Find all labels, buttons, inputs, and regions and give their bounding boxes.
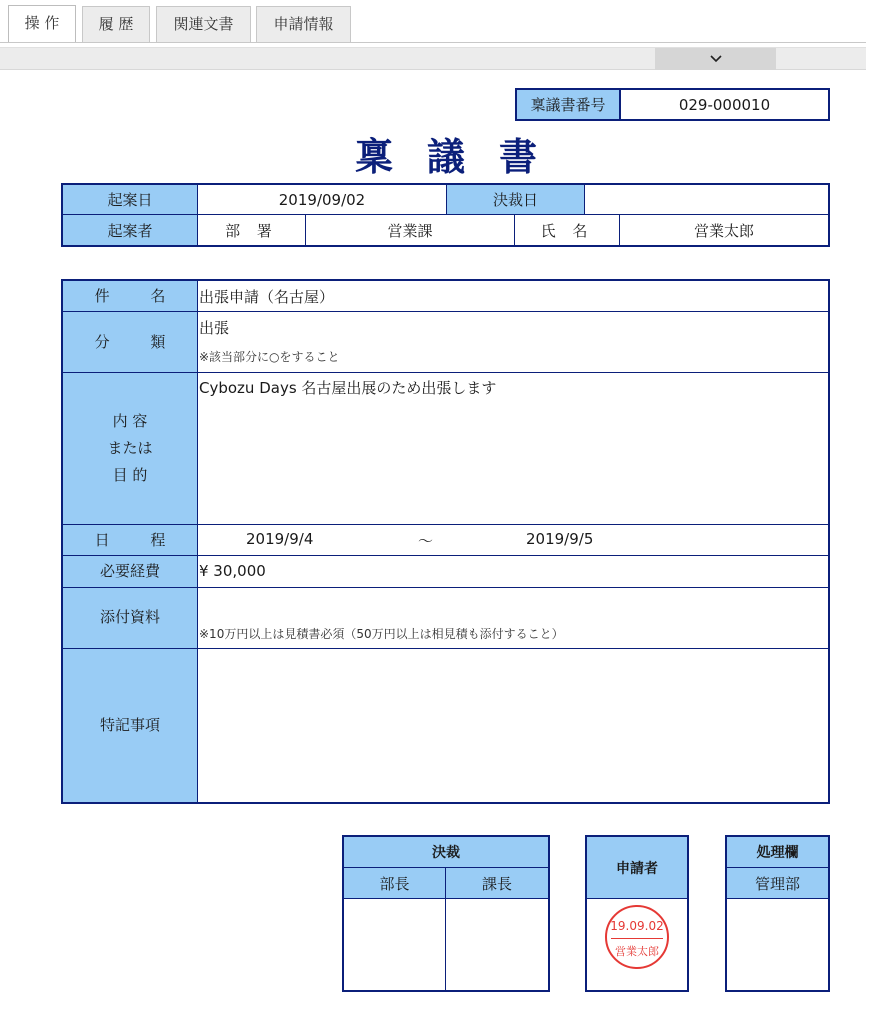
content-value: Cybozu Days 名古屋出展のため出張します [199, 379, 497, 397]
drafter-label: 起案者 [63, 215, 197, 245]
dept-value: 営業課 [387, 221, 433, 240]
subject-label: 件 名 [63, 281, 197, 311]
page-title: 稟議書 [354, 134, 571, 179]
tab-history[interactable]: 履 歴 [82, 6, 150, 42]
process-title: 処理欄 [727, 837, 828, 867]
stamp-date: 19.09.02 [610, 919, 664, 933]
approval-col-section-head: 課長 [446, 868, 548, 898]
chevron-down-icon [709, 54, 723, 64]
approval-stamp-slot-dept-head [344, 899, 445, 990]
subject-value: 出張申請（名古屋） [199, 288, 335, 306]
name-label: 氏 名 [540, 221, 594, 240]
name-value: 営業太郎 [693, 221, 754, 240]
decision-date-label: 決裁日 [447, 185, 584, 214]
applicant-seal-stamp [605, 905, 669, 969]
collapse-bar [0, 47, 866, 70]
attachments-label: 添付資料 [63, 588, 197, 648]
approval-title: 決裁 [344, 837, 548, 867]
schedule-to: 2019/9/5 [526, 530, 594, 548]
content-label: 内 容 または 目 的 [63, 373, 197, 524]
approval-col-dept-head: 部長 [344, 868, 445, 898]
applicant-title: 申請者 [587, 837, 687, 898]
cost-label: 必要経費 [63, 556, 197, 587]
doc-number-value: 029-000010 [678, 95, 771, 114]
category-value: 出張 [199, 319, 230, 337]
expand-toggle-button[interactable] [655, 48, 776, 70]
tab-operation[interactable]: 操 作 [8, 5, 76, 43]
category-note: ※該当部分に○をすること [199, 350, 340, 364]
schedule-separator: ～ [418, 532, 434, 550]
schedule-label: 日 程 [63, 525, 197, 555]
tab-application-info[interactable]: 申請情報 [256, 6, 351, 42]
tab-bar [0, 0, 866, 42]
tab-divider [0, 42, 866, 43]
dept-label: 部 署 [225, 221, 278, 240]
attachments-note: ※10万円以上は見積書必須（50万円以上は相見積も添付すること） [199, 627, 564, 641]
tab-related-docs[interactable]: 関連文書 [156, 6, 251, 42]
category-label: 分 類 [63, 312, 197, 372]
decision-date-value [585, 185, 828, 214]
draft-date-value: 2019/09/02 [278, 190, 366, 209]
process-col-admin: 管理部 [727, 868, 828, 898]
draft-date-label: 起案日 [63, 185, 197, 214]
stamp-name: 営業太郎 [615, 945, 659, 958]
remarks-label: 特記事項 [63, 649, 197, 802]
doc-number-label: 稟議書番号 [517, 90, 619, 119]
cost-value: ¥ 30,000 [199, 562, 266, 580]
approval-stamp-slot-section-head [446, 899, 548, 990]
schedule-from: 2019/9/4 [246, 530, 314, 548]
